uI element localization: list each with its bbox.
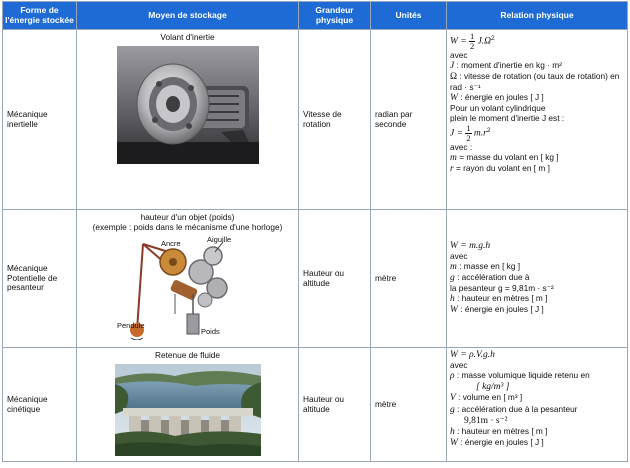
header-row [3,2,628,30]
table-row [3,348,628,462]
dam-image [115,364,261,456]
units-cell: mètre [371,348,447,462]
header-relation: Relation physique [447,2,628,30]
relation-cell: W = ρ.V.g.h avec ρ : masse volumique liquide retenu en [ kg/m³ ] V : volume en [ m³ ] g : accélération due à la pesanteur 9,81m · s⁻² h : hauteur en mètres [ m ] W : énergie en joules [ J ] [447,348,628,462]
means-caption: Retenue de fluide [154,350,221,360]
energy-storage-table [2,1,628,462]
header-quantity: Grandeur physique [299,2,371,30]
header-form: Forme de l'énergie stockée [3,2,77,30]
means-caption: Volant d'inertie [160,32,215,42]
fraction: $\frac{1}{2}$ [466,122,471,143]
units-cell: mètre [371,210,447,348]
form-cell: Mécanique cinétique [3,348,77,462]
flywheel-image [117,46,259,164]
table-row [3,30,628,210]
label-poids: Poids [200,326,220,336]
table-row [3,210,628,348]
means-caption: hauteur d'un objet (poids) [140,212,235,222]
header-units: Unités [371,2,447,30]
equation-potential: W = m.g.h [450,240,491,251]
fraction: $\frac{1}{2}$ [470,31,475,51]
equation-inertia: J = $\frac{1}{2}$ $m.r^2$ [450,122,491,143]
relation-cell: W = m.g.h avec m : masse en [ kg ] g : accélération due à la pesanteur g = 9,81m · s⁻² h : hauteur en mètres [ m ] W : énergie en joules [ J ] [447,210,628,348]
clock-mechanism-image [113,234,263,340]
relation-cell: W = $\frac{1}{2}$ $J.\Omega^2$ avec J : moment d'inertie en kg · m² Ω : vitesse de rotation (ou taux de rotation) en rad · s⁻¹ W : énergie en joules [ J ] Pour un volant cylindrique plein le moment d'inertie J est : J = $\frac{1}{2}$ $m.r^2$ avec : m = masse du volant en [ kg ] r = rayon du volant en [ m ] [447,30,628,210]
form-cell: Mécanique Potentielle de pesanteur [3,210,77,348]
label-pendule: Pendule [116,320,145,330]
quantity-cell: Vitesse de rotation [299,30,371,210]
equation-fluid: W = ρ.V.g.h [450,350,495,360]
means-caption-example: (exemple : poids dans le mécanisme d'une horloge) [92,221,283,232]
means-cell [77,210,299,348]
means-cell [77,348,299,462]
header-means: Moyen de stockage [77,2,299,30]
quantity-cell: Hauteur ou altitude [299,210,371,348]
means-cell [77,30,299,210]
form-cell: Mécanique inertielle [3,30,77,210]
equation-kinetic-rotation: W = $\frac{1}{2}$ $J.\Omega^2$ [450,31,495,51]
label-ancre: Ancre [160,238,181,248]
label-aiguille: Aiguille [206,234,231,244]
quantity-cell: Hauteur ou altitude [299,348,371,462]
units-cell: radian par seconde [371,30,447,210]
